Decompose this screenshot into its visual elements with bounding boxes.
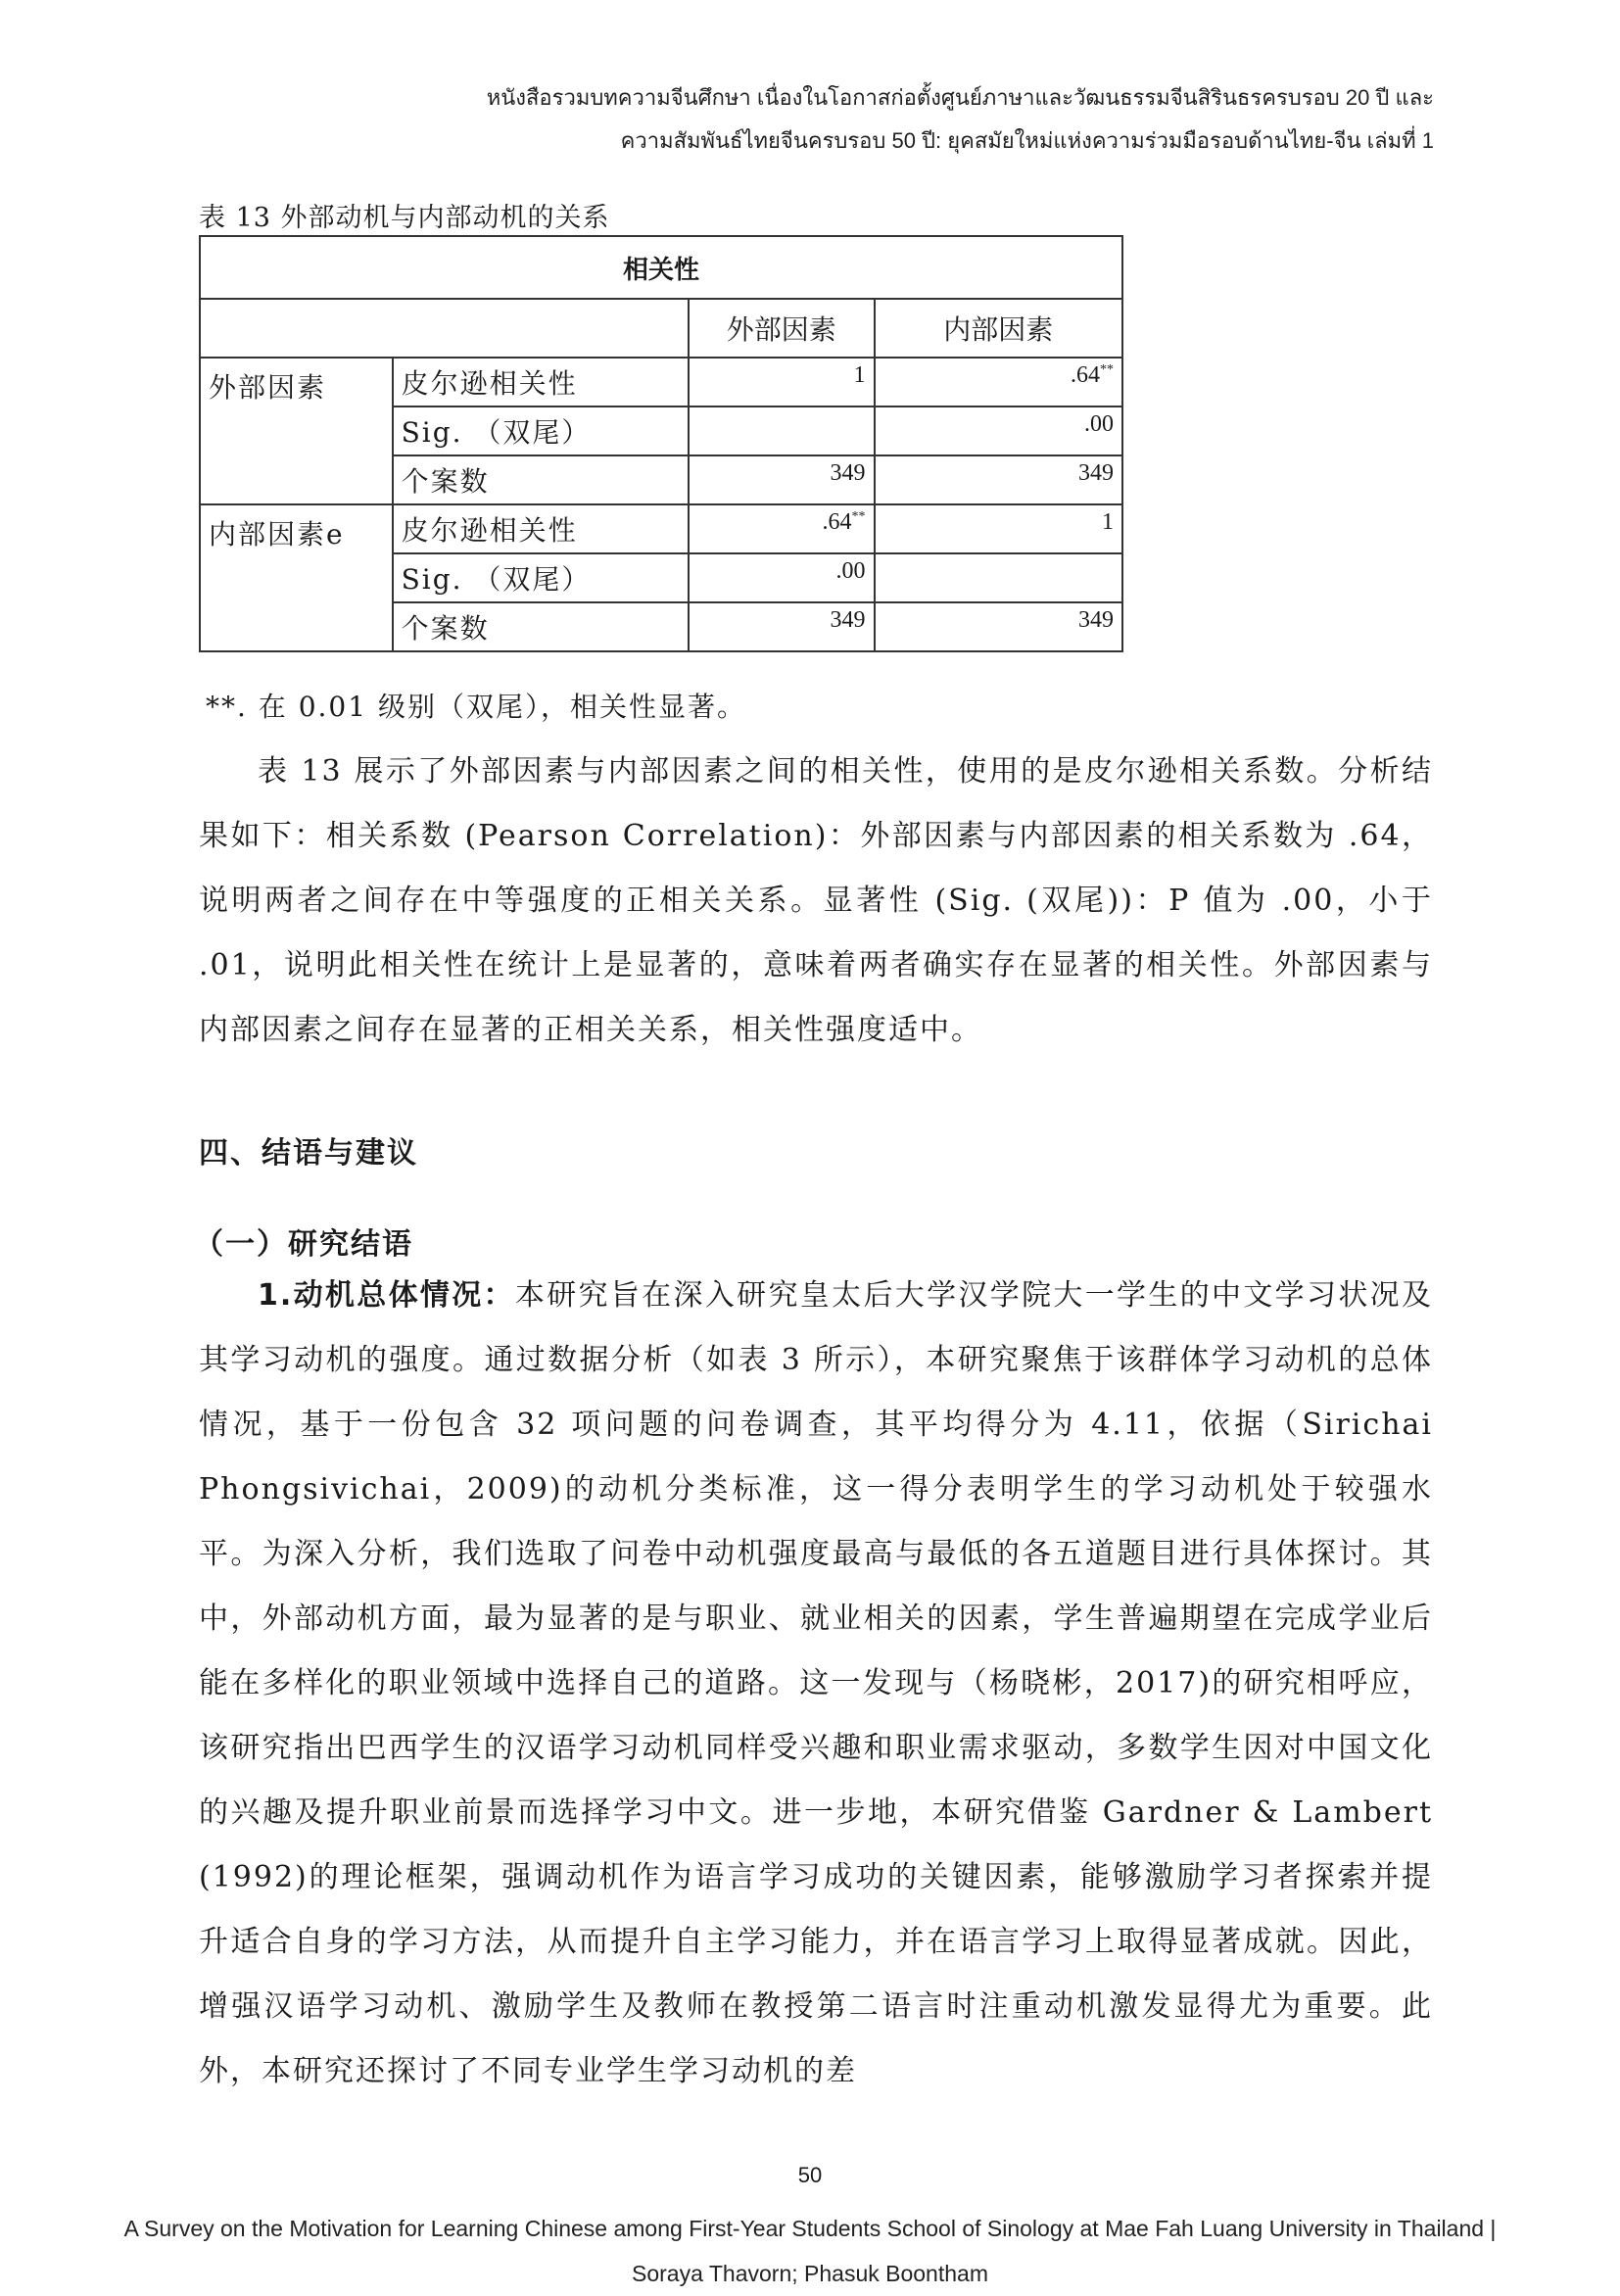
- footer-authors: Soraya Thavorn; Phasuk Boontham: [632, 2261, 988, 2286]
- subsection-heading: （一）研究结语: [194, 1227, 413, 1262]
- table-cell: .64**: [875, 358, 1122, 407]
- paragraph-text: [199, 1264, 1433, 2104]
- table-cell: 1: [875, 504, 1122, 553]
- body-paragraph-1: [199, 740, 1433, 1063]
- table-row: [200, 358, 1122, 407]
- running-header: [161, 76, 1434, 163]
- table-cell: .00: [875, 407, 1122, 455]
- running-header-line-1: หนังสือรวมบทความจีนศึกษา เนื่องในโอกาสก่อตั้งศูนย์ภาษาและวัฒนธรรมจีนสิรินธรครบรอบ 20 ปี และ: [486, 85, 1434, 110]
- section-heading: 四、结语与建议: [199, 1136, 418, 1171]
- table-cell: 349: [875, 455, 1122, 504]
- col-header-internal: 内部因素: [875, 299, 1122, 358]
- stat-label: 皮尔逊相关性: [393, 358, 689, 407]
- table-cell: .00: [689, 553, 875, 602]
- paragraph-body: 本研究旨在深入研究皇太后大学汉学院大一学生的中文学习状况及其学习动机的强度。通过数据分析（如表 3 所示），本研究聚焦于该群体学习动机的总体情况，基于一份包含 32 项问题的问卷调查，其平均得分为 4.11，依据（Sirichai Phongsivichai，2009)的动机分类标准，这一得分表明学生的学习动机处于较强水平。为深入分析，我们选取了问卷中动机强度最高与最低的各五道题目进行具体探讨。其中，外部动机方面，最为显著的是与职业、就业相关的因素，学生普遍期望在完成学业后能在多样化的职业领域中选择自己的道路。这一发现与（杨晓彬，2017)的研究相呼应，该研究指出巴西学生的汉语学习动机同样受兴趣和职业需求驱动，多数学生因对中国文化的兴趣及提升职业前景而选择学习中文。进一步地，本研究借鉴 Gardner & Lambert (1992)的理论框架，强调动机作为语言学习成功的关键因素，能够激励学习者探索并提升适合自身的学习方法，从而提升自主学习能力，并在语言学习上取得显著成就。因此，增强汉语学习动机、激励学生及教师在教授第二语言时注重动机激发显得尤为重要。此外，本研究还探讨了不同专业学生学习动机的差: [199, 1278, 1433, 2088]
- row-group-external: 外部因素: [200, 358, 393, 504]
- stat-label: 皮尔逊相关性: [393, 504, 689, 553]
- stat-label: 个案数: [393, 455, 689, 504]
- stat-label: 个案数: [393, 602, 689, 651]
- running-header-line-2: ความสัมพันธ์ไทยจีนครบรอบ 50 ปี: ยุคสมัยใหม่แห่งความร่วมมือรอบด้านไทย-จีน เล่มที่ 1: [620, 128, 1434, 153]
- significance-marker: **: [851, 509, 866, 524]
- footer-title: A Survey on the Motivation for Learning Chinese among First-Year Students School of Sinology at Mae Fah Luang University in Thailand |: [123, 2216, 1497, 2241]
- page-number: 50: [797, 2163, 823, 2187]
- table-cell: 1: [689, 358, 875, 407]
- table-cell: 349: [689, 455, 875, 504]
- significance-marker: **: [1100, 362, 1114, 377]
- paragraph-lead: 1.动机总体情况：: [258, 1278, 515, 1313]
- row-group-internal: 内部因素e: [200, 504, 393, 651]
- table-corner-cell: [200, 299, 689, 358]
- table-cell: [689, 407, 875, 455]
- table-caption: 表 13 外部动机与内部动机的关系: [199, 203, 610, 233]
- table-cell: 349: [689, 602, 875, 651]
- table-cell: [875, 553, 1122, 602]
- stat-label: Sig. （双尾）: [393, 407, 689, 455]
- table-cell: 349: [875, 602, 1122, 651]
- stat-label: Sig. （双尾）: [393, 553, 689, 602]
- table-title: 相关性: [200, 236, 1122, 299]
- col-header-external: 外部因素: [689, 299, 875, 358]
- body-paragraph-2: [199, 1264, 1433, 2104]
- table-row: [200, 504, 1122, 553]
- running-footer: [0, 2206, 1620, 2296]
- correlation-table: [199, 235, 1123, 652]
- paragraph-text: 表 13 展示了外部因素与内部因素之间的相关性，使用的是皮尔逊相关系数。分析结果如下：相关系数 (Pearson Correlation)：外部因素与内部因素的相关系数为 .64，说明两者之间存在中等强度的正相关关系。显著性 (Sig. (双尾))：P 值为 .00，小于 .01，说明此相关性在统计上是显著的，意味着两者确实存在显著的相关性。外部因素与内部因素之间存在显著的正相关关系，相关性强度适中。: [199, 754, 1433, 1047]
- table-cell: .64**: [689, 504, 875, 553]
- table-footnote: **. 在 0.01 级别（双尾），相关性显著。: [206, 691, 746, 723]
